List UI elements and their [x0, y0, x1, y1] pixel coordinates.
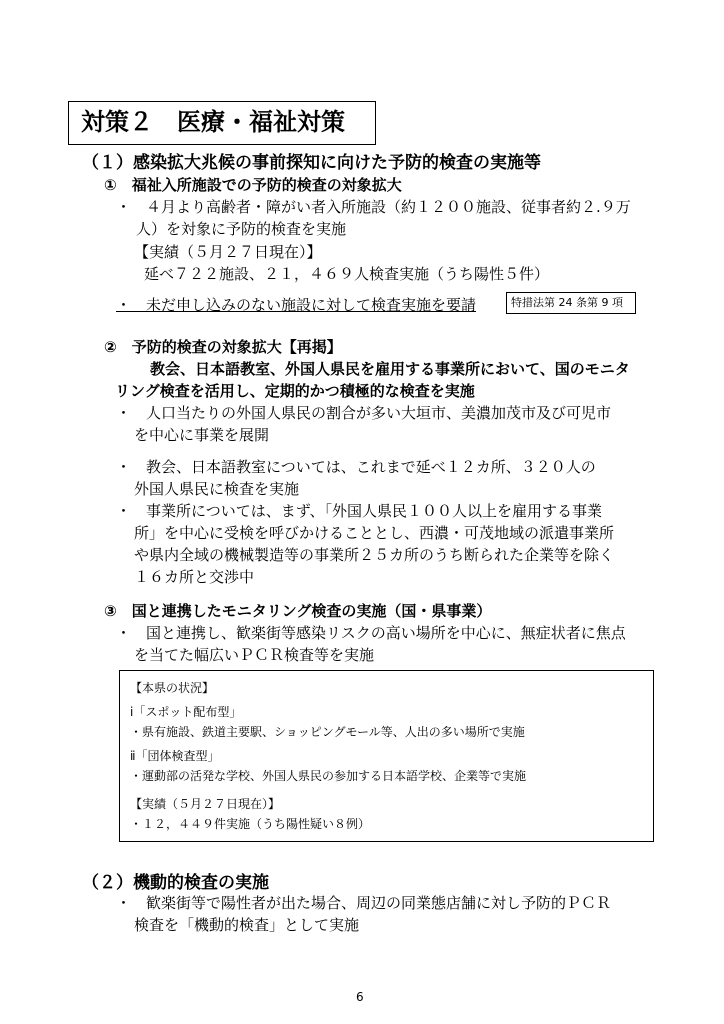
status-result-label: 【実績（５月２７日現在）】 [130, 797, 281, 811]
sub3-heading: ③ 国と連携したモニタリング検査の実施（国・県事業） [104, 602, 492, 620]
sub1-bullet2: ・ 未だ申し込みのない施設に対して検査実施を要請 [116, 296, 477, 314]
sub2-bullet3-line1: ・ 事業所については、まず、「外国人県民１００人以上を雇用する事業 [116, 502, 603, 520]
section2-bullet1-line1: ・ 歓楽街等で陽性者が出た場合、周辺の同業態店舗に対し予防的ＰＣＲ [116, 894, 612, 912]
status-item1-title: ⅰ「スポット配布型」 [130, 705, 242, 719]
prefecture-status-box [119, 670, 654, 842]
status-item2-title: ⅱ「団体検査型」 [130, 749, 220, 763]
sub3-bullet1-line2: を当てた幅広いＰＣＲ検査等を実施 [134, 646, 375, 664]
sub1-bullet1-line2: 人）を対象に予防的検査を実施 [136, 220, 347, 238]
page-title: 対策２ 医療・福祉対策 [68, 101, 376, 145]
sub2-bullet2-line1: ・ 教会、日本語教室については、これまで延べ１２カ所、３２０人の [116, 458, 596, 476]
sub2-bullet3-line2: 所」を中心に受検を呼びかけることとし、西濃・可茂地域の派遣事業所 [134, 524, 615, 542]
status-item2-text: ・運動部の活発な学校、外国人県民の参加する日本語学校、企業等で実施 [130, 769, 527, 783]
section2-bullet1-line2: 検査を「機動的検査」として実施 [134, 916, 360, 934]
sub1-heading: ① 福祉入所施設での予防的検査の対象拡大 [104, 176, 402, 194]
sub1-result-label: 【実績（５月２７日現在）】 [134, 243, 322, 261]
status-result-text: ・１２，４４９件実施（うち陽性疑い８例） [130, 817, 371, 831]
sub1-bullet1-line1: ・ ４月より高齢者・障がい者入所施設（約１２００施設、従事者約２.９万 [116, 198, 631, 216]
sub3-bullet1-line1: ・ 国と連携し、歓楽街等感染リスクの高い場所を中心に、無症状者に焦点 [116, 624, 626, 642]
sub2-lead-line1: 教会、日本語教室、外国人県民を雇用する事業所において、国のモニタ [150, 360, 630, 378]
status-label: 【本県の状況】 [130, 681, 215, 695]
sub2-heading: ② 予防的検査の対象拡大【再掲】 [104, 338, 342, 356]
legal-reference: 特措法第 24 条第 9 項 [506, 292, 636, 314]
section1-heading: （１）感染拡大兆候の事前探知に向けた予防的検査の実施等 [82, 153, 541, 173]
section2-heading: （２）機動的検査の実施 [82, 873, 269, 893]
sub2-bullet3-line3: や県内全域の機械製造等の事業所２５カ所のうち断られた企業等を除く [134, 546, 615, 564]
status-item1-text: ・県有施設、鉄道主要駅、ショッピングモール等、人出の多い場所で実施 [130, 725, 525, 739]
sub2-bullet1-line2: を中心に事業を展開 [134, 426, 270, 444]
sub2-lead-line2: リング検査を活用し、定期的かつ積極的な検査を実施 [115, 382, 475, 400]
sub2-bullet3-line4: １６カ所と交渉中 [134, 568, 255, 586]
sub2-bullet1-line1: ・ 人口当たりの外国人県民の割合が多い大垣市、美濃加茂市及び可児市 [116, 404, 612, 422]
sub2-bullet2-line2: 外国人県民に検査を実施 [134, 480, 300, 498]
page-number: 6 [356, 990, 364, 1004]
sub1-result-text: 延べ７２２施設、２１，４６９人検査実施（うち陽性５件） [144, 265, 550, 283]
